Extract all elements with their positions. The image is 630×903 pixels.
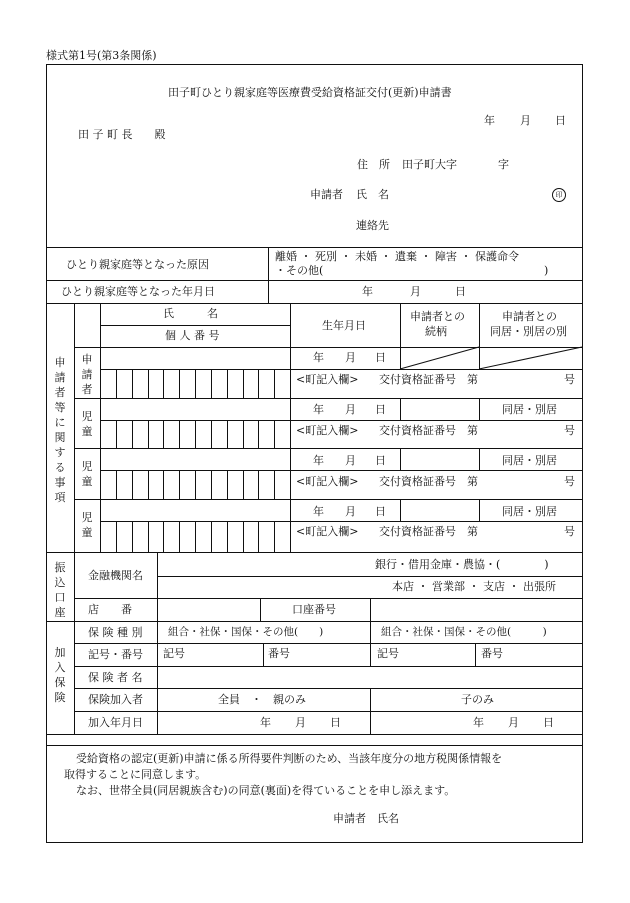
reason-label: ひとり親家庭等となった原因 [66, 258, 209, 271]
seal-mark: 印 [552, 188, 566, 202]
row3-year: 年 [313, 505, 324, 518]
row0-cert-label: 交付資格証番号 第 [379, 373, 478, 386]
row2-day: 日 [375, 454, 386, 467]
row2-town-field: <町記入欄> [296, 475, 359, 488]
row3-day: 日 [375, 505, 386, 518]
ins-type-label: 保 険 種 別 [88, 626, 143, 639]
join-day-2: 日 [543, 716, 554, 729]
join-date-label: 加入年月日 [88, 716, 143, 729]
ins-bango-1: 番号 [268, 647, 290, 660]
consent-line-3: なお、世帯全員(同居親族含む)の同意(裏面)を得ていることを申し添えます。 [76, 784, 456, 797]
form-number-label: 様式第1号(第3条関係) [46, 49, 157, 62]
applicant-name-label: 氏 名 [356, 188, 389, 201]
row1-year: 年 [313, 403, 324, 416]
row0-day: 日 [375, 351, 386, 364]
address-label: 住 所 [357, 158, 390, 171]
address-value: 田子町大字 [402, 158, 457, 171]
row3-town-field: <町記入欄> [296, 525, 359, 538]
join-month-2: 月 [508, 716, 519, 729]
reason-options: 離婚 ・ 死別 ・ 未婚 ・ 遺棄 ・ 障害 ・ 保護命令 [275, 250, 519, 263]
row0-cert-suffix: 号 [564, 373, 575, 386]
row1-cert-label: 交付資格証番号 第 [379, 424, 478, 437]
members-section-label: 申請者等に関する事項 [54, 356, 66, 504]
consent-line-1: 受給資格の認定(更新)申請に係る所得要件判断のため、当該年度分の地方税関係情報を [76, 752, 503, 765]
institution-label: 金融機関名 [88, 569, 143, 582]
row3-cert-label: 交付資格証番号 第 [379, 525, 478, 538]
insurance-section-label: 加入保険 [54, 646, 66, 704]
since-month: 月 [410, 285, 421, 298]
consent-line-2: 取得することに同意します。 [64, 768, 207, 781]
header-name: 氏 名 [163, 307, 218, 320]
row1-day: 日 [375, 403, 386, 416]
row3-month: 月 [345, 505, 356, 518]
header-relation-2: 続柄 [425, 325, 447, 338]
header-birth: 生年月日 [322, 319, 366, 332]
subscriber-child: 子のみ [461, 693, 494, 706]
row2-cert-label: 交付資格証番号 第 [379, 475, 478, 488]
header-cohabit-2: 同居・別居の別 [490, 325, 567, 338]
since-label: ひとり親家庭等となった年月日 [61, 285, 215, 298]
subscriber-label: 保険加入者 [88, 693, 143, 706]
row1-town-field: <町記入欄> [296, 424, 359, 437]
row-label-applicant: 申請者 [81, 353, 93, 396]
row0-month: 月 [345, 351, 356, 364]
ins-kigo-2: 記号 [377, 647, 399, 660]
aza-label: 字 [498, 158, 509, 171]
since-year: 年 [362, 285, 373, 298]
ins-type-options-1: 組合・社保・国保・その他( ) [168, 626, 324, 638]
row3-cert-suffix: 号 [564, 525, 575, 538]
row2-year: 年 [313, 454, 324, 467]
row1-month: 月 [345, 403, 356, 416]
row0-year: 年 [313, 351, 324, 364]
institution-types: 銀行・借用金庫・農協・( ) [375, 558, 549, 571]
join-year-2: 年 [473, 716, 484, 729]
bank-section-label: 振込口座 [54, 561, 66, 619]
row2-cohabit: 同居・別居 [502, 454, 557, 467]
ins-number-label: 記号・番号 [88, 648, 143, 661]
form-title: 田子町ひとり親家庭等医療費受給資格証交付(更新)申請書 [168, 86, 452, 99]
ins-type-options-2: 組合・社保・国保・その他( ) [381, 626, 547, 638]
ins-bango-2: 番号 [481, 647, 503, 660]
ins-kigo-1: 記号 [163, 647, 185, 660]
branch-label: 店 番 [88, 603, 132, 616]
row2-month: 月 [345, 454, 356, 467]
header-my-number: 個 人 番 号 [165, 329, 220, 342]
header-relation-1: 申請者との [410, 310, 465, 323]
subscriber-all: 全員 ・ 親のみ [218, 693, 306, 706]
row-label-child-3: 児童 [81, 511, 93, 539]
join-year-1: 年 [260, 716, 271, 729]
insurer-label: 保 険 者 名 [88, 671, 143, 684]
join-month-1: 月 [295, 716, 306, 729]
join-day-1: 日 [330, 716, 341, 729]
date-day: 日 [555, 114, 566, 127]
contact-label: 連絡先 [356, 219, 389, 232]
date-month: 月 [520, 114, 531, 127]
header-cohabit-1: 申請者との [502, 310, 557, 323]
addressee: 田 子 町 長 殿 [78, 128, 166, 141]
row3-cohabit: 同居・別居 [502, 505, 557, 518]
row2-cert-suffix: 号 [564, 475, 575, 488]
row0-town-field: <町記入欄> [296, 373, 359, 386]
row1-cert-suffix: 号 [564, 424, 575, 437]
date-year: 年 [484, 114, 495, 127]
row-label-child-1: 児童 [81, 410, 93, 438]
signature-label: 申請者 氏名 [333, 812, 399, 825]
branch-types: 本店 ・ 営業部 ・ 支店 ・ 出張所 [392, 580, 556, 593]
row1-cohabit: 同居・別居 [502, 403, 557, 416]
row-label-child-2: 児童 [81, 460, 93, 488]
since-day: 日 [455, 285, 466, 298]
reason-other: ・その他( [275, 264, 324, 277]
applicant-role: 申請者 [310, 188, 343, 201]
reason-other-close: ) [544, 264, 549, 277]
account-label: 口座番号 [292, 603, 336, 616]
